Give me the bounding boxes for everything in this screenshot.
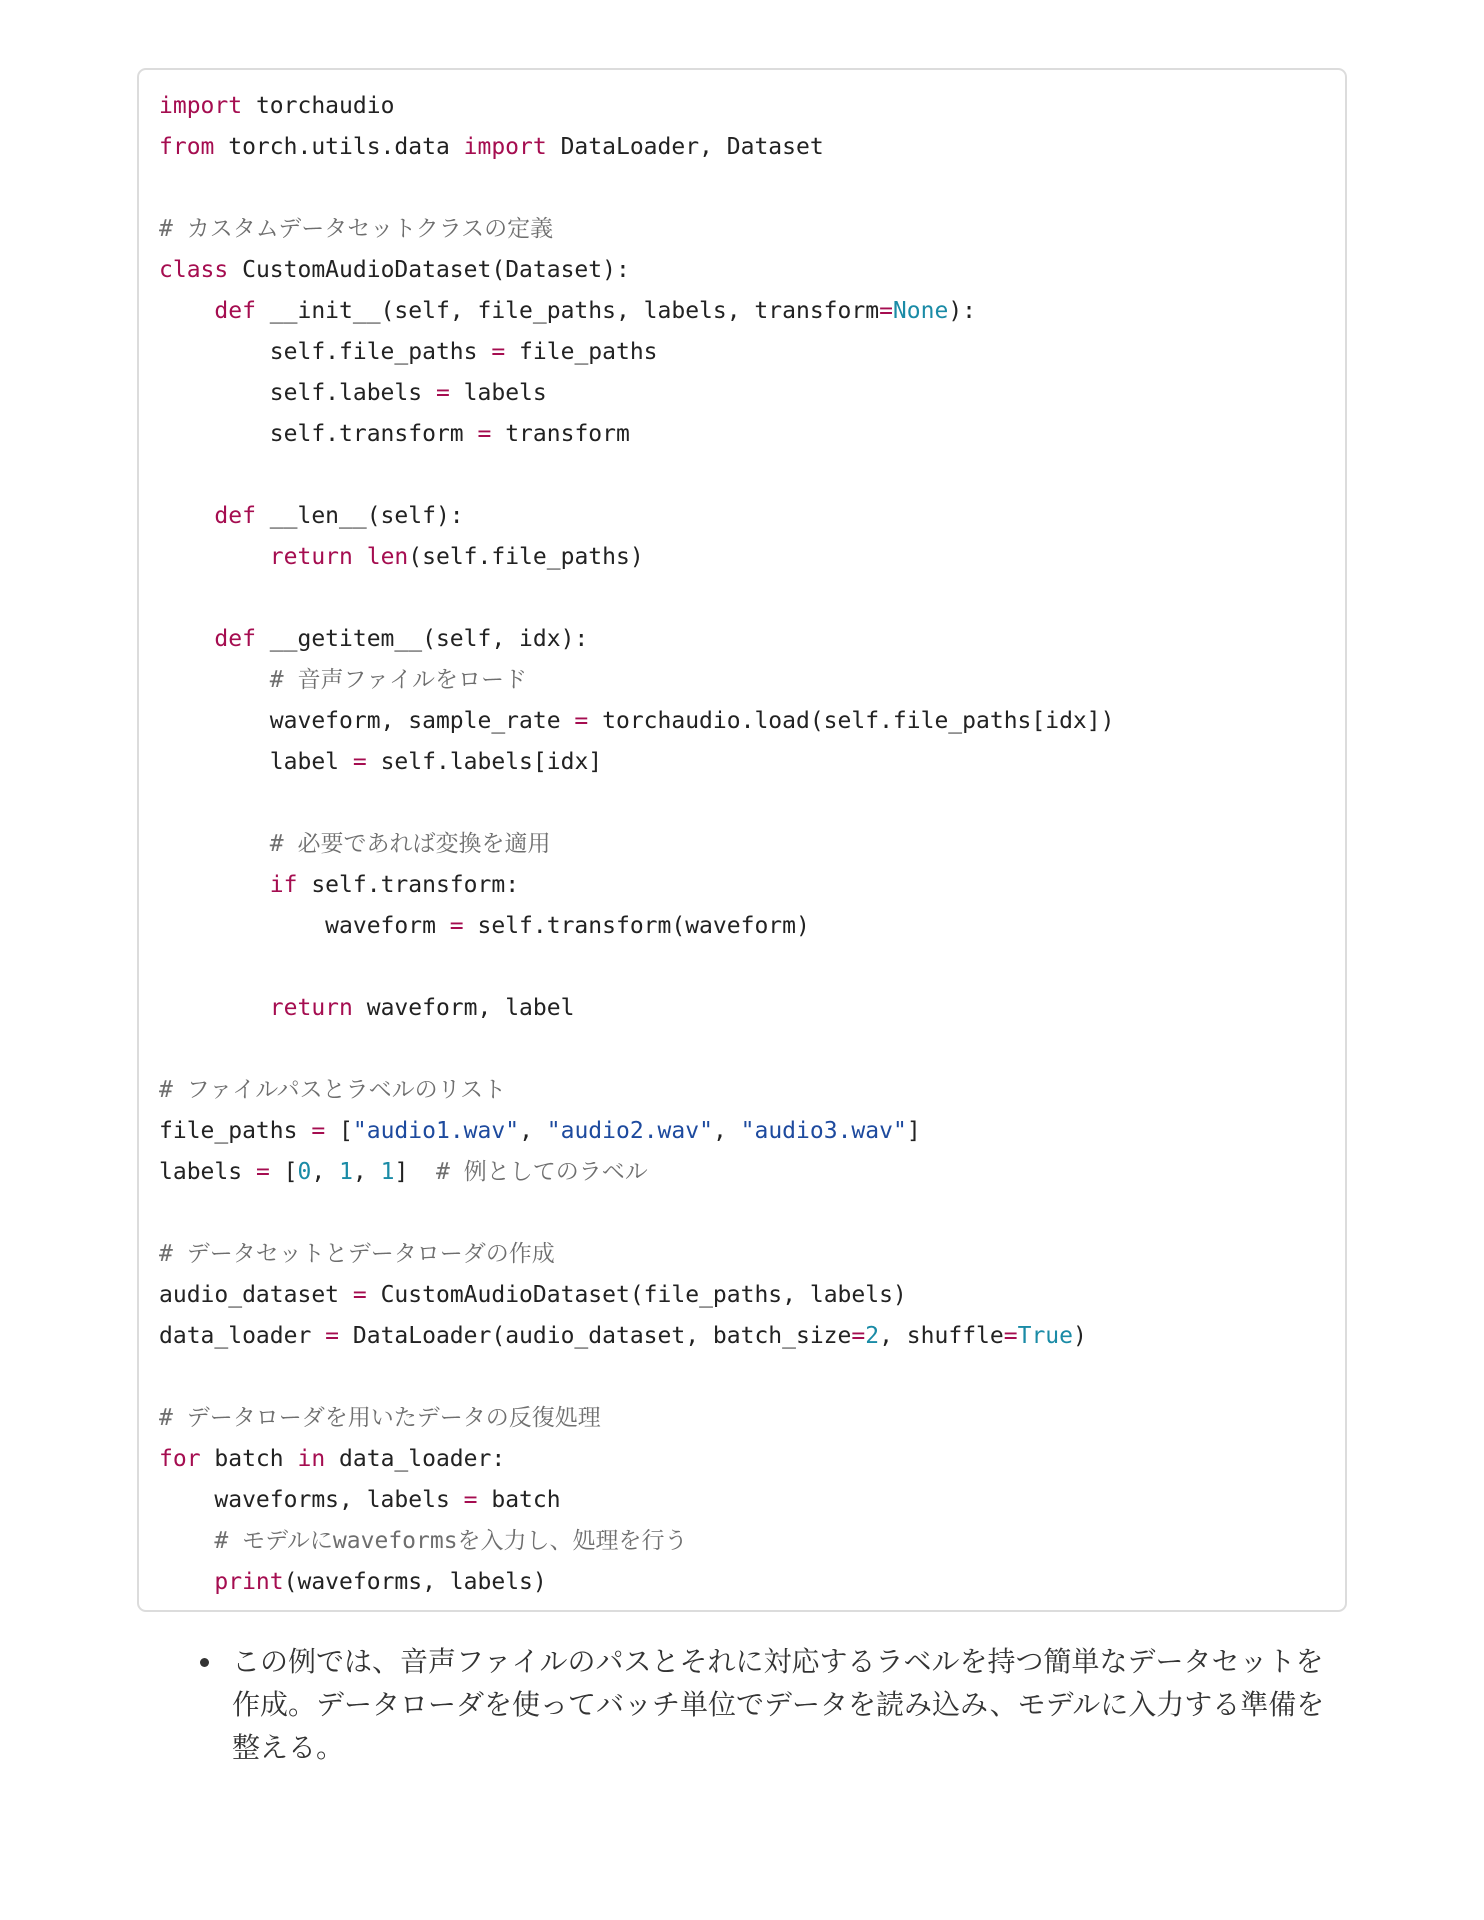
code-operator: = [477, 421, 492, 447]
code-text: DataLoader, Dataset [546, 134, 824, 160]
code-line [159, 906, 1335, 947]
code-text: __getitem__(self, idx): [255, 626, 589, 652]
code-string: "audio2.wav" [546, 1118, 713, 1144]
code-keyword: print [214, 1569, 284, 1595]
code-text: torchaudio.load(self.file_paths[idx]) [588, 708, 1115, 734]
code-line [159, 578, 1335, 619]
code-comment: # 音声ファイルをロード [269, 667, 528, 693]
code-line [159, 988, 1335, 1029]
code-line [159, 865, 1335, 906]
code-line [159, 1234, 1335, 1275]
code-operator: = [255, 1159, 270, 1185]
code-operator: = [1003, 1323, 1018, 1349]
code-operator: = [311, 1118, 326, 1144]
code-line [159, 660, 1335, 701]
code-number: 0 [297, 1159, 312, 1185]
code-line [159, 824, 1335, 865]
code-text: ] [394, 1159, 437, 1185]
code-text [159, 544, 270, 570]
code-keyword: return [269, 544, 353, 570]
code-keyword: in [297, 1446, 326, 1472]
code-comment: # 例としてのラベル [436, 1159, 648, 1185]
code-line [159, 1480, 1335, 1521]
code-text: file_paths [505, 339, 658, 365]
code-text: self.labels [159, 380, 436, 406]
code-text: (waveforms, labels) [283, 1569, 547, 1595]
code-line [159, 537, 1335, 578]
code-line [159, 1316, 1335, 1357]
code-keyword: def [214, 298, 256, 324]
code-text: __init__(self, file_paths, labels, transform [255, 298, 880, 324]
code-keyword: class [159, 257, 229, 283]
code-constant: None [892, 298, 949, 324]
code-keyword: import [463, 134, 547, 160]
code-text: batch [200, 1446, 298, 1472]
code-text: [ [325, 1118, 353, 1144]
code-text: , [311, 1159, 340, 1185]
code-text: file_paths [159, 1118, 312, 1144]
code-keyword: def [214, 503, 256, 529]
code-line [159, 1193, 1335, 1234]
code-line [159, 1111, 1335, 1152]
code-line [159, 947, 1335, 988]
bullet-text: この例では、音声ファイルのパスとそれに対応するラベルを持つ簡単なデータセットを作成。データローダを使ってバッチ単位でデータを読み込み、モデルに入力する準備を整える。 [232, 1645, 1325, 1764]
code-operator: = [463, 1487, 478, 1513]
code-text: self.transform(waveform) [463, 913, 810, 939]
code-text: labels [449, 380, 547, 406]
code-line [159, 332, 1335, 373]
code-text: torch.utils.data [214, 134, 464, 160]
code-comment: # モデルにwaveformsを入力し、処理を行う [214, 1528, 688, 1554]
code-text: labels [159, 1159, 256, 1185]
code-string: "audio1.wav" [352, 1118, 520, 1144]
code-line [159, 414, 1335, 455]
code-text: self.file_paths [159, 339, 492, 365]
code-line [159, 701, 1335, 742]
code-line [159, 1029, 1335, 1070]
code-line [159, 127, 1335, 168]
code-line [159, 1562, 1335, 1603]
code-text: ] [906, 1118, 921, 1144]
code-keyword: import [159, 93, 243, 119]
code-text [159, 298, 214, 324]
code-text: CustomAudioDataset(Dataset): [228, 257, 630, 283]
code-text: waveforms, labels [159, 1487, 464, 1513]
code-text: , [712, 1118, 741, 1144]
code-text: self.transform: [297, 872, 520, 898]
code-line [159, 619, 1335, 660]
code-text: (self.file_paths) [408, 544, 644, 570]
code-operator: = [449, 913, 464, 939]
code-comment: # ファイルパスとラベルのリスト [159, 1077, 507, 1103]
code-text: waveform [159, 913, 450, 939]
code-operator: = [491, 339, 506, 365]
code-line [159, 86, 1335, 127]
code-text: , [519, 1118, 547, 1144]
code-line [159, 250, 1335, 291]
code-text [159, 1528, 214, 1554]
code-text [353, 544, 367, 570]
bullet-dot-icon [200, 1658, 209, 1667]
code-text: data_loader [159, 1323, 326, 1349]
bullet-list [200, 1640, 1350, 1769]
code-text [159, 872, 270, 898]
code-keyword: len [366, 544, 409, 570]
code-line [159, 783, 1335, 824]
code-number: 2 [865, 1323, 880, 1349]
code-operator: = [352, 749, 367, 775]
code-text: [ [269, 1159, 298, 1185]
code-text: waveform, sample_rate [159, 708, 575, 734]
code-keyword: if [269, 872, 298, 898]
code-text: CustomAudioDataset(file_paths, labels) [366, 1282, 907, 1308]
code-text [159, 626, 214, 652]
code-operator: = [352, 1282, 367, 1308]
code-text: , [352, 1159, 381, 1185]
code-text: audio_dataset [159, 1282, 353, 1308]
code-comment: # データローダを用いたデータの反復処理 [159, 1405, 601, 1431]
code-line [159, 1275, 1335, 1316]
code-line [159, 496, 1335, 537]
code-line [159, 1152, 1335, 1193]
code-comment: # カスタムデータセットクラスの定義 [159, 216, 554, 242]
code-text: , shuffle [879, 1323, 1004, 1349]
code-keyword: def [214, 626, 256, 652]
code-text [159, 1569, 214, 1595]
list-item [200, 1640, 1350, 1769]
code-line [159, 1439, 1335, 1480]
code-text: DataLoader(audio_dataset, batch_size [339, 1323, 852, 1349]
code-line [159, 291, 1335, 332]
code-constant: True [1017, 1323, 1073, 1349]
code-operator: = [851, 1323, 866, 1349]
code-line [159, 168, 1335, 209]
code-keyword: return [269, 995, 353, 1021]
code-lines [159, 86, 1335, 1603]
code-block [137, 68, 1347, 1612]
code-text [159, 667, 270, 693]
code-line [159, 1398, 1335, 1439]
code-text: torchaudio [242, 93, 395, 119]
code-line [159, 1357, 1335, 1398]
code-line [159, 455, 1335, 496]
code-keyword: for [159, 1446, 201, 1472]
code-line [159, 373, 1335, 414]
code-text: label [159, 749, 353, 775]
code-line [159, 742, 1335, 783]
code-text [159, 995, 270, 1021]
code-text: data_loader: [325, 1446, 506, 1472]
code-text: ) [1072, 1323, 1087, 1349]
code-text: __len__(self): [255, 503, 464, 529]
code-operator: = [574, 708, 589, 734]
code-text: batch [477, 1487, 561, 1513]
code-line [159, 1521, 1335, 1562]
code-text [159, 503, 214, 529]
code-operator: = [435, 380, 450, 406]
code-comment: # 必要であれば変換を適用 [269, 831, 551, 857]
code-text: ): [948, 298, 977, 324]
code-keyword: from [159, 134, 215, 160]
code-line [159, 209, 1335, 250]
code-text: self.labels[idx] [366, 749, 603, 775]
code-text: self.transform [159, 421, 478, 447]
code-operator: = [879, 298, 893, 324]
code-number: 1 [339, 1159, 353, 1185]
code-string: "audio3.wav" [740, 1118, 907, 1144]
code-comment: # データセットとデータローダの作成 [159, 1241, 555, 1267]
code-number: 1 [380, 1159, 395, 1185]
code-line [159, 1070, 1335, 1111]
code-text: transform [491, 421, 630, 447]
code-operator: = [325, 1323, 340, 1349]
code-text: waveform, label [352, 995, 575, 1021]
code-text [159, 831, 270, 857]
